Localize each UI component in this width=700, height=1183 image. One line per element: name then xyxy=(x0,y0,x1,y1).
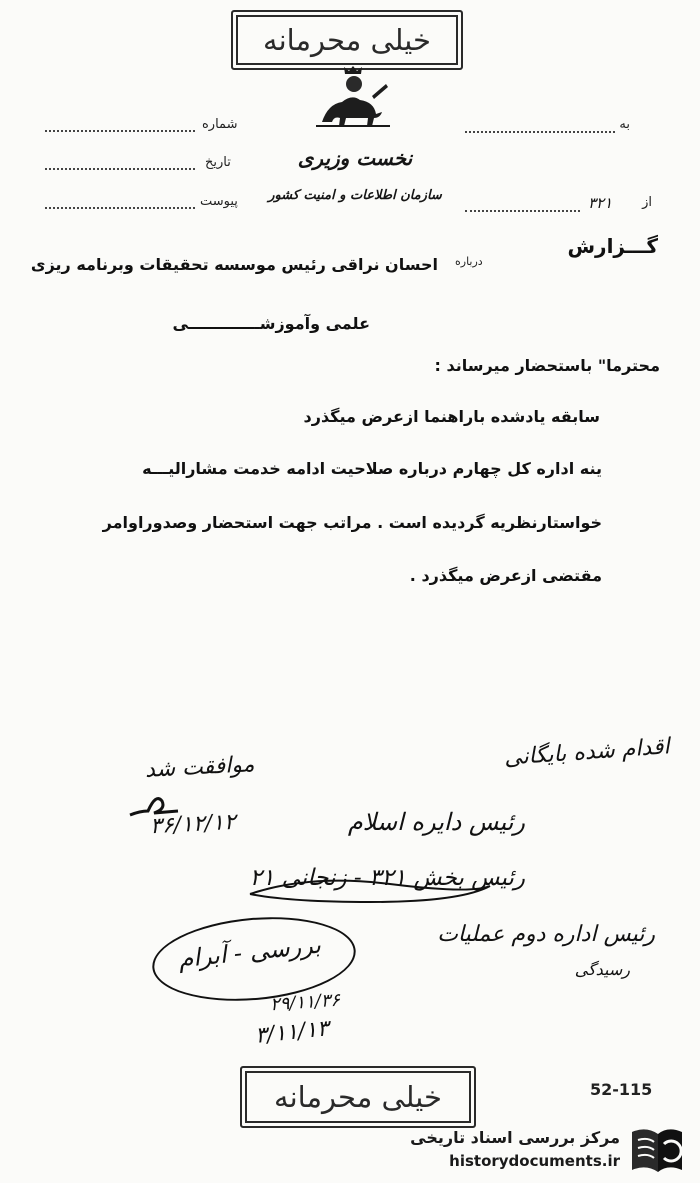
office-name: نخست وزیری xyxy=(297,146,413,170)
approved-date: ۳۶/۱۲/۱۲ xyxy=(149,809,237,840)
approval-signature xyxy=(125,785,185,825)
to-field-line xyxy=(465,131,615,133)
action-taken-note: اقدام شده بایگانی xyxy=(503,734,671,771)
number-label: شماره xyxy=(202,117,238,132)
body-line-2: ینه اداره کل چهارم درباره صلاحیت ادامه خدمت مشارالیـــه xyxy=(142,459,602,478)
book-logo-icon xyxy=(626,1124,688,1176)
head-321: رئیس بخش ۳۲۱ - زنجانی ۲۱ xyxy=(249,865,525,891)
footer-site-url: historydocuments.ir xyxy=(449,1152,620,1170)
subject-prefix: درباره xyxy=(455,255,483,268)
date-label: تاریخ xyxy=(205,155,231,170)
bottom-classification-text: خیلی محرمانه xyxy=(274,1080,442,1114)
body-line-4: مقتضی ازعرض میگذرد . xyxy=(409,566,602,585)
bottom-classification-stamp xyxy=(240,1066,476,1128)
lion-and-sun-icon xyxy=(308,60,398,140)
from-label: از xyxy=(642,195,652,210)
top-classification-text: خیلی محرمانه xyxy=(263,23,431,57)
head-ops: رئیس اداره دوم عملیات xyxy=(437,922,655,947)
to-label: به xyxy=(619,117,630,132)
document-code: 52-115 xyxy=(590,1080,653,1099)
bottom-date-1: ۲۹/۱۱/۳۶ xyxy=(269,989,341,1016)
extra-note: رسیدگی xyxy=(574,960,630,979)
head-islam-dept: رئیس دایره اسلام xyxy=(347,808,525,836)
from-value: ۳۲۱ xyxy=(588,194,613,212)
report-title: گـــزارش xyxy=(567,234,658,258)
circled-note: بررسی - آبرام xyxy=(176,930,323,974)
attachment-field-line xyxy=(45,207,195,209)
greeting: محترما" باستحضار میرساند : xyxy=(434,356,660,375)
body-line-3: خواستارنظریه گردیده است . مراتب جهت استحضار وصدوراوامر xyxy=(102,513,602,532)
subject-line-2: علمی وآموزشـــــــــــــی xyxy=(172,314,370,333)
attachment-label: پیوست xyxy=(200,194,238,209)
approved-note: موافقت شد xyxy=(144,752,256,783)
date-field-line xyxy=(45,168,195,170)
head-321-scribble xyxy=(240,870,500,920)
bottom-date-2: ۳/۱۱/۱۳ xyxy=(253,1016,331,1049)
agency-name: سازمان اطلاعات و امنیت کشور xyxy=(268,188,442,203)
subject-line-1: احسان نراقی رئیس موسسه تحقیقات وبرنامه ریزی xyxy=(30,255,438,274)
from-field-line xyxy=(465,210,580,212)
footer-site-name: مرکز بررسی اسناد تاریخی xyxy=(410,1128,620,1147)
number-field-line xyxy=(45,130,195,132)
body-line-1: سابقه یادشده باراهنما ازعرض میگذرد xyxy=(303,407,600,426)
